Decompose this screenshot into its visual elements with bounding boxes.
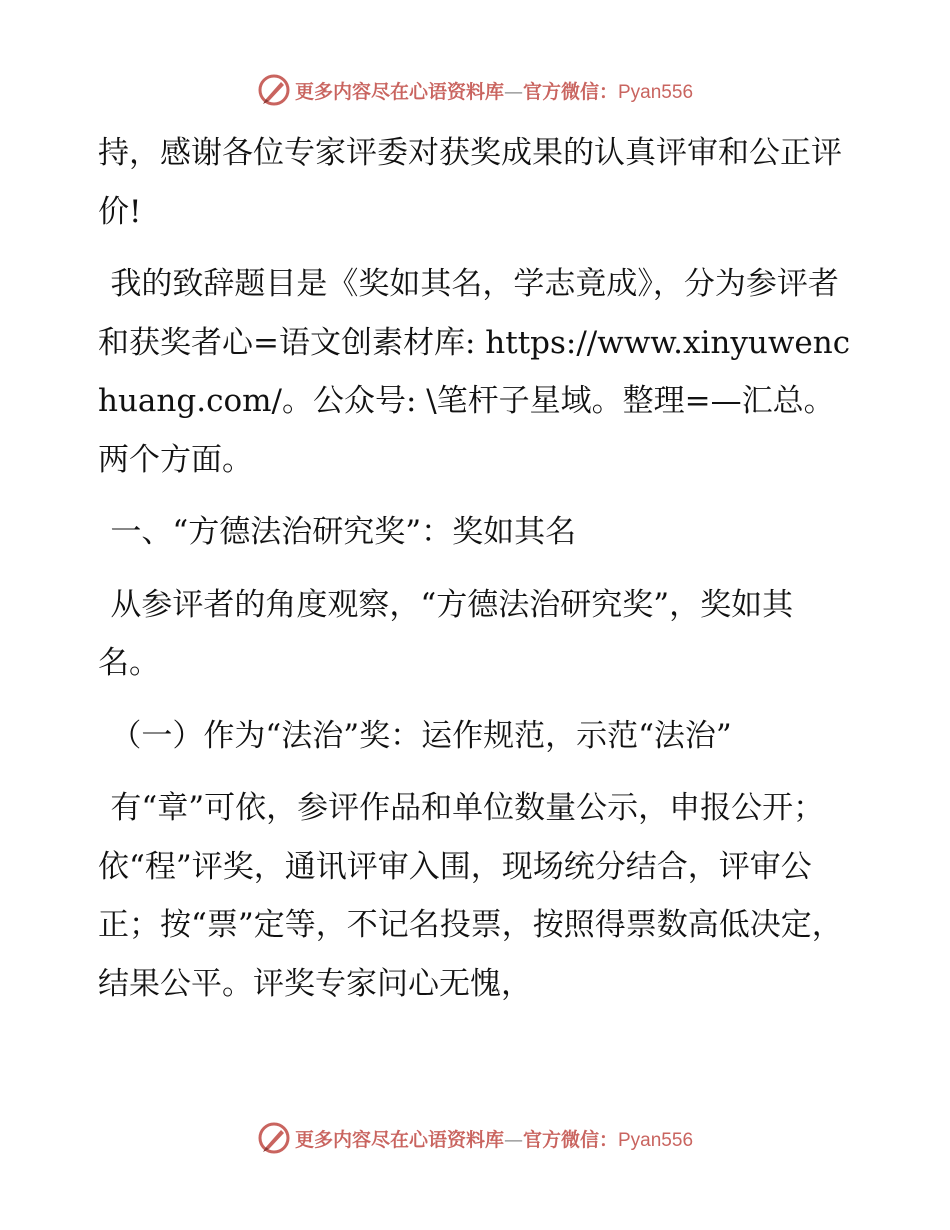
subsection-heading: （一）作为“法治”奖：运作规范，示范“法治”: [110, 717, 732, 754]
quill-logo-icon: [257, 73, 291, 107]
quill-logo-icon: [257, 1121, 291, 1155]
header-banner: [0, 70, 950, 110]
footer-dash: —: [503, 1128, 523, 1151]
paragraph: 持，感谢各位专家评委对获奖成果的认真评审和公正评价!: [98, 135, 842, 230]
header-banner-text: [295, 77, 693, 104]
document-body: [98, 124, 854, 1027]
header-dash: —: [503, 80, 523, 103]
footer-banner-text: [295, 1125, 693, 1152]
footer-contact-label: 官方微信：: [522, 1128, 618, 1151]
header-brand: 更多内容尽在心语资料库: [294, 80, 504, 103]
section-heading: 一、“方德法治研究奖”：奖如其名: [110, 514, 577, 550]
footer-brand: 更多内容尽在心语资料库: [294, 1128, 504, 1151]
header-contact-id: Pyan556: [618, 81, 694, 103]
paragraph: 我的致辞题目是《奖如其名，学志竟成》，分为参评者和获奖者心=语文创素材库: https://www.xinyuwenchuang.com/。公众号: \笔杆子星域。整理=—汇总。两个方面。: [98, 266, 851, 478]
footer-banner: [0, 1118, 950, 1158]
paragraph: 有“章”可依，参评作品和单位数量公示，申报公开；依“程”评奖，通讯评审入围，现场统分结合，评审公正；按“票”定等，不记名投票，按照得票数高低决定，结果公平。评奖专家问心无愧，: [98, 790, 843, 1002]
footer-contact-id: Pyan556: [618, 1129, 694, 1151]
header-contact-label: 官方微信：: [522, 80, 618, 103]
paragraph: 从参评者的角度观察，“方德法治研究奖”，奖如其名。: [98, 586, 794, 681]
